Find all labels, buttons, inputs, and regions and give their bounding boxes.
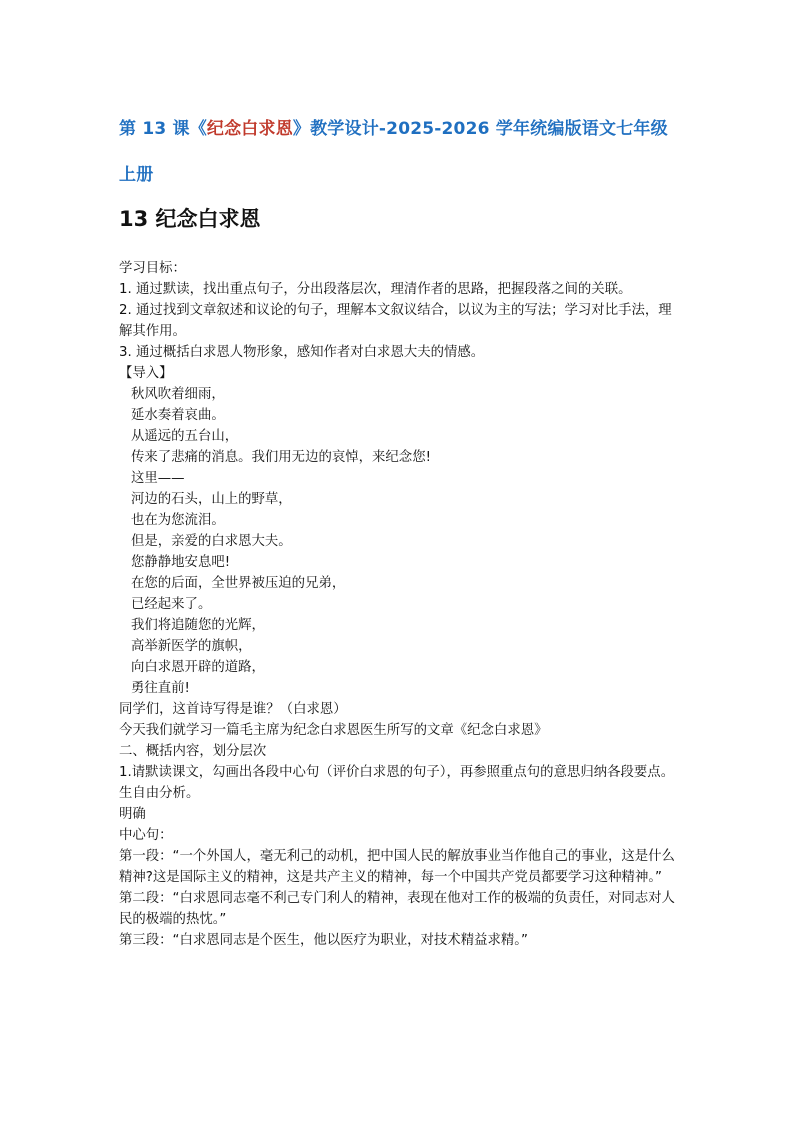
document-title [119, 106, 679, 198]
poem-line: 高举新医学的旗帜， [131, 639, 252, 654]
objective-item: 1. 通过默读，找出重点句子，分出段落层次，理清作者的思路，把握段落之间的关联。 [119, 282, 632, 297]
poem-line: 也在为您流泪。 [131, 513, 225, 528]
intro-question: 同学们，这首诗写得是谁？（白求恩） [119, 702, 347, 717]
objective-item: 3. 通过概括白求恩人物形象，感知作者对白求恩大夫的情感。 [119, 345, 485, 360]
section2-task: 1.请默读课文，勾画出各段中心句（评价白求恩的句子），再参照重点句的意思归纳各段要点。 [119, 765, 675, 780]
title-book-name: 纪念白求恩 [206, 119, 293, 139]
poem-line: 从遥远的五台山， [131, 429, 239, 444]
intro-today: 今天我们就学习一篇毛主席为纪念白求恩医生所写的文章《纪念白求恩》 [119, 723, 548, 738]
poem-line: 已经起来了。 [131, 597, 212, 612]
poem-line: 您静静地安息吧! [131, 555, 231, 570]
title-prefix: 第 13 课《 [119, 119, 207, 139]
center-sentence: 第三段：“白求恩同志是个医生，他以医疗为职业，对技术精益求精。” [119, 933, 528, 948]
section2-center-label: 中心句： [119, 828, 173, 843]
body-text [119, 258, 679, 951]
section2-clarify: 明确 [119, 807, 146, 822]
section2-student: 生自由分析。 [119, 786, 200, 801]
poem-line: 在您的后面，全世界被压迫的兄弟， [131, 576, 346, 591]
poem-line: 但是，亲爱的白求恩大夫。 [131, 534, 292, 549]
poem-line: 延水奏着哀曲。 [131, 408, 225, 423]
poem-line: 这里—— [131, 471, 185, 486]
poem-line: 传来了悲痛的消息。我们用无边的哀悼，来纪念您! [131, 450, 431, 465]
poem-line: 向白求恩开辟的道路， [131, 660, 265, 675]
title-suffix: 》教学设计-2025-2026 学年统编版语文七年级上册 [119, 119, 668, 185]
intro-label: 【导入】 [119, 366, 173, 381]
objectives-label: 学习目标： [119, 261, 186, 276]
objective-item: 2. 通过找到文章叙述和议论的句子，理解本文叙议结合，以议为主的写法；学习对比手法，理解其作用。 [119, 303, 672, 339]
center-sentence: 第一段：“一个外国人，毫无利己的动机，把中国人民的解放事业当作他自己的事业，这是什么精神?这是国际主义的精神，这是共产主义的精神，每一个中国共产党员都要学习这种精神。” [119, 849, 675, 885]
poem-line: 勇往直前! [131, 681, 190, 696]
section2-heading: 二、概括内容，划分层次 [119, 744, 267, 759]
poem-line: 我们将追随您的光辉， [131, 618, 265, 633]
center-sentence: 第二段：“白求恩同志毫不利己专门利人的精神，表现在他对工作的极端的负责任，对同志对人民的极端的热忱。” [119, 891, 675, 927]
lesson-heading: 13 纪念白求恩 [119, 207, 261, 231]
poem-line: 秋风吹着细雨， [131, 387, 225, 402]
poem-line: 河边的石头，山上的野草， [131, 492, 292, 507]
